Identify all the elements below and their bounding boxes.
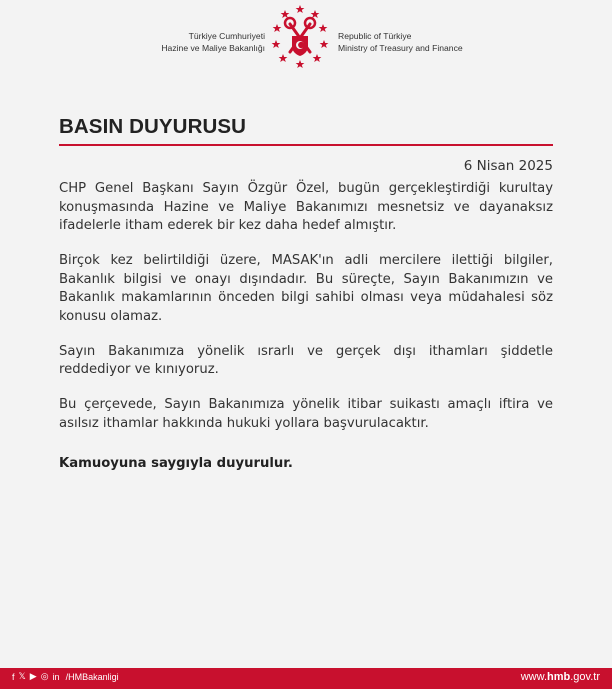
facebook-icon[interactable]: f (12, 671, 15, 682)
social-handle[interactable]: /HMBakanligi (65, 671, 119, 682)
social-links (12, 671, 119, 682)
linkedin-icon[interactable]: in (52, 671, 60, 682)
website-link[interactable]: www.hmb.gov.tr (520, 671, 600, 683)
org-name-english: Republic of Türkiye Ministry of Treasury and Finance (338, 31, 463, 53)
announcement-body (59, 180, 553, 450)
paragraph: Birçok kez belirtildiği üzere, MASAK'ın adli mercilere ilettiği bilgiler, Bakanlık bilgisi ve onayı dışındadır. Bu süreçte, Sayın Bakanımızın ve Bakanlık makamlarının önceden bilgi sahibi olması veya müdahalesi söz konusu olamaz. (59, 253, 553, 324)
paragraph: Sayın Bakanımıza yönelik ısrarlı ve gerçek dışı ithamları şiddetle reddediyor ve kınıyoruz. (59, 343, 553, 377)
letterhead (0, 0, 612, 75)
youtube-icon[interactable]: ▶ (29, 671, 37, 681)
closing-statement: Kamuoyuna saygıyla duyurulur. (59, 456, 293, 471)
paragraph: CHP Genel Başkanı Sayın Özgür Özel, bugün gerçekleştirdiği kurultay konuşmasında Hazine ve Maliye Bakanımızı mesnetsiz ve dayanaksız ifadelerle itham ederek bir kez daha hedef almıştır. (59, 181, 553, 233)
document-date: 6 Nisan 2025 (463, 158, 553, 174)
title-divider (59, 144, 553, 146)
x-icon[interactable]: 𝕏 (18, 671, 26, 681)
paragraph: Bu çerçevede, Sayın Bakanımıza yönelik itibar suikastı amaçlı iftira ve asılsız ithamlar hakkında hukuki yollara başvurulacaktır. (59, 397, 553, 431)
org-name-turkish: Türkiye Cumhuriyeti Hazine ve Maliye Bakanlığı (161, 31, 265, 53)
instagram-icon[interactable]: ◎ (40, 671, 49, 681)
ministry-emblem-icon (270, 2, 330, 72)
page-title: BASIN DUYURUSU (59, 115, 247, 138)
footer-bar (0, 668, 612, 689)
